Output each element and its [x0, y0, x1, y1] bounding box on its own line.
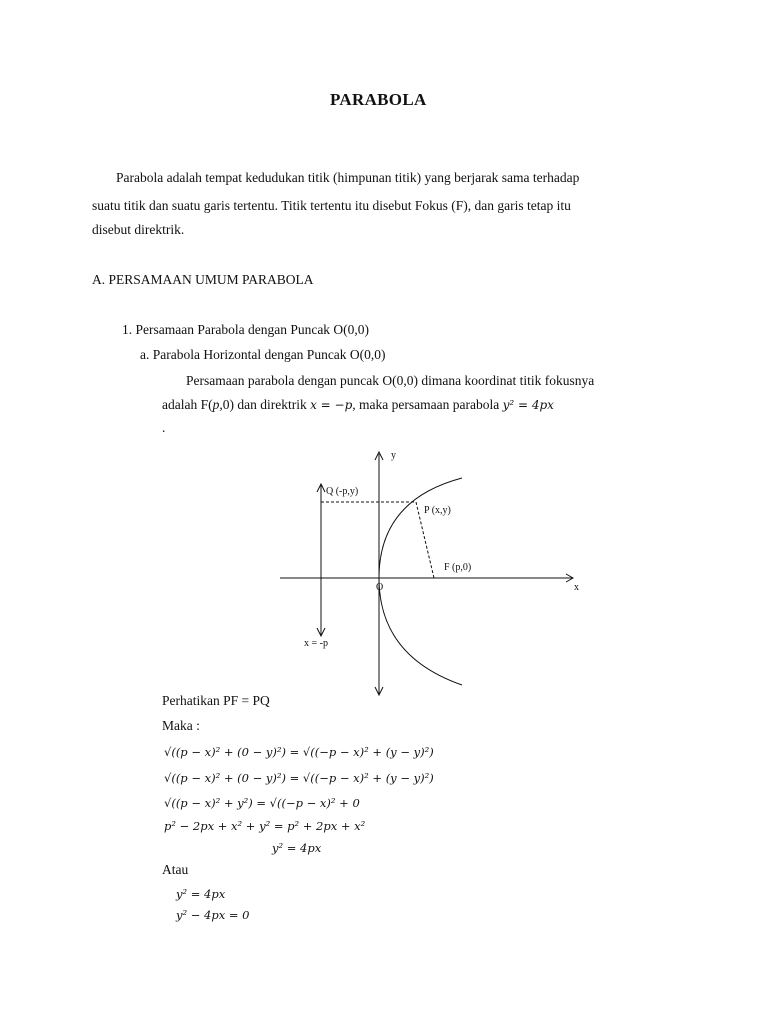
- directrix-label: x = -p: [304, 638, 328, 649]
- parabola-equation: y² = 4px: [502, 398, 554, 412]
- description-line-2: [162, 397, 554, 413]
- section-heading: A. PERSAMAAN UMUM PARABOLA: [92, 272, 314, 287]
- equation-line-2: √((p − x)² + (0 − y)²) = √((−p − x)² + (y − y)²): [164, 771, 434, 785]
- equation-line-3: √((p − x)² + y²) = √((−p − x)² + 0: [164, 796, 360, 810]
- origin-label: O: [376, 582, 384, 593]
- final-equation-1: y² = 4px: [176, 887, 226, 901]
- desc-text-2: ,0) dan direktrik: [219, 397, 311, 412]
- maka-text: Maka :: [162, 718, 200, 733]
- intro-line-1: Parabola adalah tempat kedudukan titik (himpunan titik) yang berjarak sama terhadap: [116, 170, 580, 185]
- parabola-figure: [260, 440, 600, 700]
- intro-line-2: suatu titik dan suatu garis tertentu. Titik tertentu itu disebut Fokus (F), dan garis tetap itu: [92, 198, 571, 213]
- description-dot: .: [162, 420, 166, 435]
- description-line-1: Persamaan parabola dengan puncak O(0,0) dimana koordinat titik fokusnya: [186, 373, 595, 388]
- equation-line-4: p² − 2px + x² + y² = p² + 2px + x²: [164, 819, 366, 833]
- parabola-diagram: [260, 440, 600, 700]
- desc-text-1: adalah F(: [162, 397, 213, 412]
- q-point-label: Q (-p,y): [326, 486, 359, 497]
- desc-p: p: [212, 397, 220, 412]
- equation-line-5: y² = 4px: [272, 841, 322, 855]
- atau-text: Atau: [162, 862, 189, 877]
- p-point-label: P (x,y): [424, 505, 451, 516]
- perhatikan-text: Perhatikan PF = PQ: [162, 693, 270, 708]
- final-equation-2: y² − 4px = 0: [176, 908, 250, 922]
- x-axis-label: x: [574, 582, 579, 593]
- subsection-1: 1. Persamaan Parabola dengan Puncak O(0,0): [122, 322, 370, 337]
- intro-line-3: disebut direktrik.: [92, 222, 185, 237]
- directrix-equation: x = −p: [310, 398, 353, 412]
- page-title: PARABOLA: [330, 90, 427, 109]
- desc-text-3: , maka persamaan parabola: [352, 397, 503, 412]
- f-point-label: F (p,0): [444, 562, 472, 573]
- y-axis-label: y: [391, 450, 396, 461]
- equation-line-1: √((p − x)² + (0 − y)²) = √((−p − x)² + (y − y)²): [164, 745, 434, 759]
- subsection-a: a. Parabola Horizontal dengan Puncak O(0,0): [140, 347, 386, 362]
